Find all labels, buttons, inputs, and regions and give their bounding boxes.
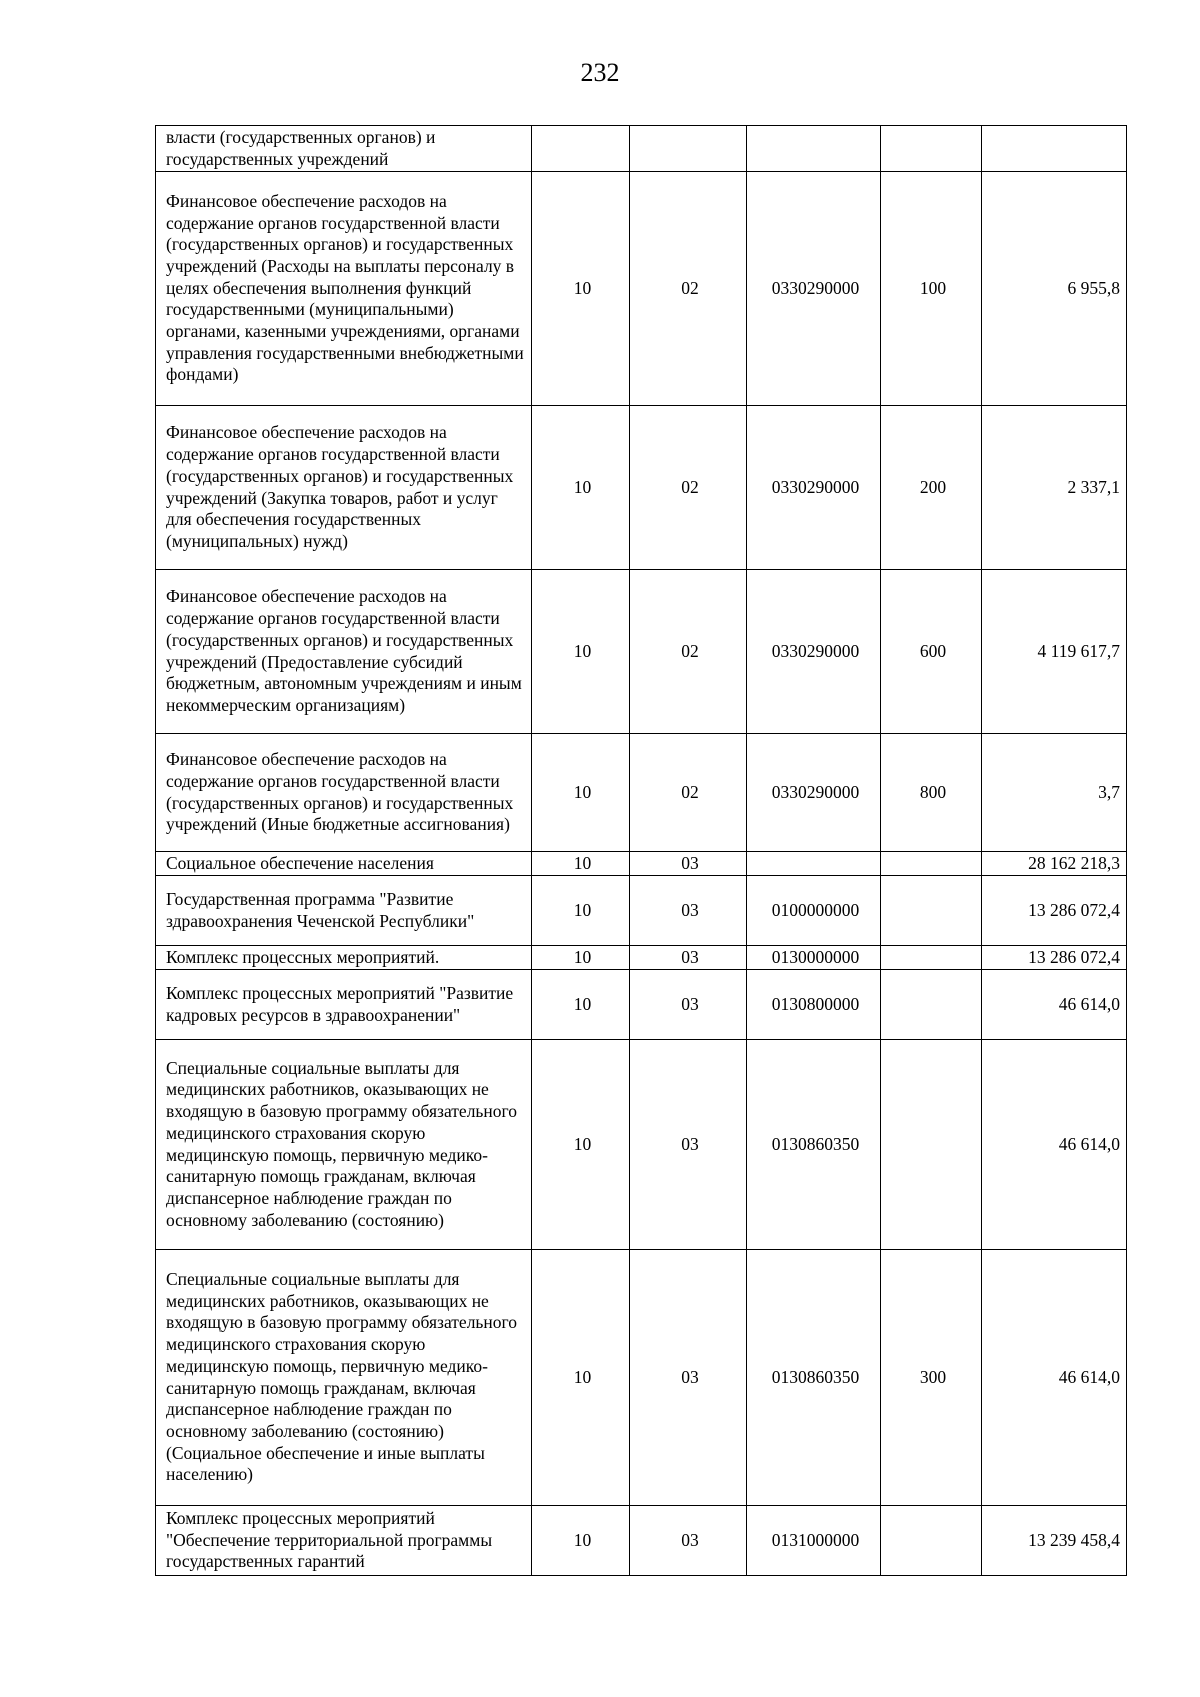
target-item-code-cell (747, 126, 881, 172)
table-row (156, 126, 1127, 172)
amount-cell: 46 614,0 (982, 1250, 1127, 1506)
table-row (156, 1250, 1127, 1506)
target-item-code-cell: 0131000000 (747, 1506, 881, 1576)
target-item-code-cell: 0330290000 (747, 734, 881, 852)
subsection-code-cell: 03 (630, 970, 747, 1040)
subsection-code-cell: 03 (630, 946, 747, 970)
subsection-code-cell: 03 (630, 876, 747, 946)
target-item-code-cell (747, 852, 881, 876)
table-row (156, 406, 1127, 570)
expense-type-code-cell: 300 (881, 1250, 982, 1506)
expense-type-code-cell: 600 (881, 570, 982, 734)
table-row (156, 970, 1127, 1040)
expense-type-code-cell: 100 (881, 172, 982, 406)
section-code-cell: 10 (532, 172, 630, 406)
row-name-cell: Социальное обеспечение населения (156, 852, 532, 876)
target-item-code-cell: 0130860350 (747, 1040, 881, 1250)
section-code-cell: 10 (532, 1506, 630, 1576)
target-item-code-cell: 0130800000 (747, 970, 881, 1040)
section-code-cell: 10 (532, 876, 630, 946)
expense-type-code-cell (881, 1506, 982, 1576)
expense-type-code-cell (881, 852, 982, 876)
subsection-code-cell: 02 (630, 570, 747, 734)
amount-cell (982, 126, 1127, 172)
section-code-cell: 10 (532, 734, 630, 852)
target-item-code-cell: 0330290000 (747, 406, 881, 570)
subsection-code-cell: 02 (630, 734, 747, 852)
page-number: 232 (580, 58, 620, 87)
amount-cell: 2 337,1 (982, 406, 1127, 570)
row-name-cell: Финансовое обеспечение расходов на содержание органов государственной власти (государственных органов) и государственных учреждений (Расходы на выплаты персоналу в целях обеспечения выполнения функций государственными (муниципальными) органами, казенными учреждениями, органами управления государственными внебюджетными фондами) (156, 172, 532, 406)
row-name-cell: Специальные социальные выплаты для медицинских работников, оказывающих не входящую в базовую программу обязательного медицинского страхования скорую медицинскую помощь, первичную медико-санитарную помощь гражданам, включая диспансерное наблюдение граждан по основному заболеванию (состоянию) (Социальное обеспечение и иные выплаты населению) (156, 1250, 532, 1506)
amount-cell: 6 955,8 (982, 172, 1127, 406)
expense-type-code-cell: 800 (881, 734, 982, 852)
subsection-code-cell: 02 (630, 406, 747, 570)
target-item-code-cell: 0330290000 (747, 172, 881, 406)
section-code-cell: 10 (532, 1250, 630, 1506)
expense-type-code-cell (881, 946, 982, 970)
subsection-code-cell (630, 126, 747, 172)
subsection-code-cell: 03 (630, 1250, 747, 1506)
amount-cell: 13 239 458,4 (982, 1506, 1127, 1576)
row-name-cell: Комплекс процессных мероприятий "Развитие кадровых ресурсов в здравоохранении" (156, 970, 532, 1040)
table-row (156, 1040, 1127, 1250)
section-code-cell (532, 126, 630, 172)
section-code-cell: 10 (532, 970, 630, 1040)
row-name-cell: Финансовое обеспечение расходов на содержание органов государственной власти (государственных органов) и государственных учреждений (Иные бюджетные ассигнования) (156, 734, 532, 852)
table-row (156, 946, 1127, 970)
expense-type-code-cell (881, 126, 982, 172)
section-code-cell: 10 (532, 406, 630, 570)
row-name-cell: Комплекс процессных мероприятий. (156, 946, 532, 970)
target-item-code-cell: 0130000000 (747, 946, 881, 970)
row-name-cell: Финансовое обеспечение расходов на содержание органов государственной власти (государственных органов) и государственных учреждений (Закупка товаров, работ и услуг для обеспечения государственных (муниципальных) нужд) (156, 406, 532, 570)
expense-type-code-cell (881, 1040, 982, 1250)
target-item-code-cell: 0330290000 (747, 570, 881, 734)
budget-table (155, 125, 1127, 1576)
amount-cell: 28 162 218,3 (982, 852, 1127, 876)
expense-type-code-cell: 200 (881, 406, 982, 570)
amount-cell: 46 614,0 (982, 970, 1127, 1040)
table-row (156, 852, 1127, 876)
section-code-cell: 10 (532, 852, 630, 876)
amount-cell: 13 286 072,4 (982, 876, 1127, 946)
amount-cell: 3,7 (982, 734, 1127, 852)
table-row (156, 172, 1127, 406)
table-row (156, 1506, 1127, 1576)
subsection-code-cell: 03 (630, 1506, 747, 1576)
row-name-cell: Специальные социальные выплаты для медицинских работников, оказывающих не входящую в базовую программу обязательного медицинского страхования скорую медицинскую помощь, первичную медико-санитарную помощь гражданам, включая диспансерное наблюдение граждан по основному заболеванию (состоянию) (156, 1040, 532, 1250)
subsection-code-cell: 02 (630, 172, 747, 406)
amount-cell: 4 119 617,7 (982, 570, 1127, 734)
target-item-code-cell: 0100000000 (747, 876, 881, 946)
row-name-cell: Государственная программа "Развитие здравоохранения Чеченской Республики" (156, 876, 532, 946)
expense-type-code-cell (881, 970, 982, 1040)
section-code-cell: 10 (532, 570, 630, 734)
expense-type-code-cell (881, 876, 982, 946)
target-item-code-cell: 0130860350 (747, 1250, 881, 1506)
amount-cell: 13 286 072,4 (982, 946, 1127, 970)
table-row (156, 570, 1127, 734)
row-name-cell: Комплекс процессных мероприятий "Обеспечение территориальной программы государственных гарантий (156, 1506, 532, 1576)
table-row (156, 876, 1127, 946)
amount-cell: 46 614,0 (982, 1040, 1127, 1250)
section-code-cell: 10 (532, 1040, 630, 1250)
budget-table-body (156, 126, 1127, 1576)
row-name-cell: власти (государственных органов) и государственных учреждений (156, 126, 532, 172)
section-code-cell: 10 (532, 946, 630, 970)
subsection-code-cell: 03 (630, 852, 747, 876)
table-row (156, 734, 1127, 852)
row-name-cell: Финансовое обеспечение расходов на содержание органов государственной власти (государственных органов) и государственных учреждений (Предоставление субсидий бюджетным, автономным учреждениям и иным некоммерческим организациям) (156, 570, 532, 734)
subsection-code-cell: 03 (630, 1040, 747, 1250)
